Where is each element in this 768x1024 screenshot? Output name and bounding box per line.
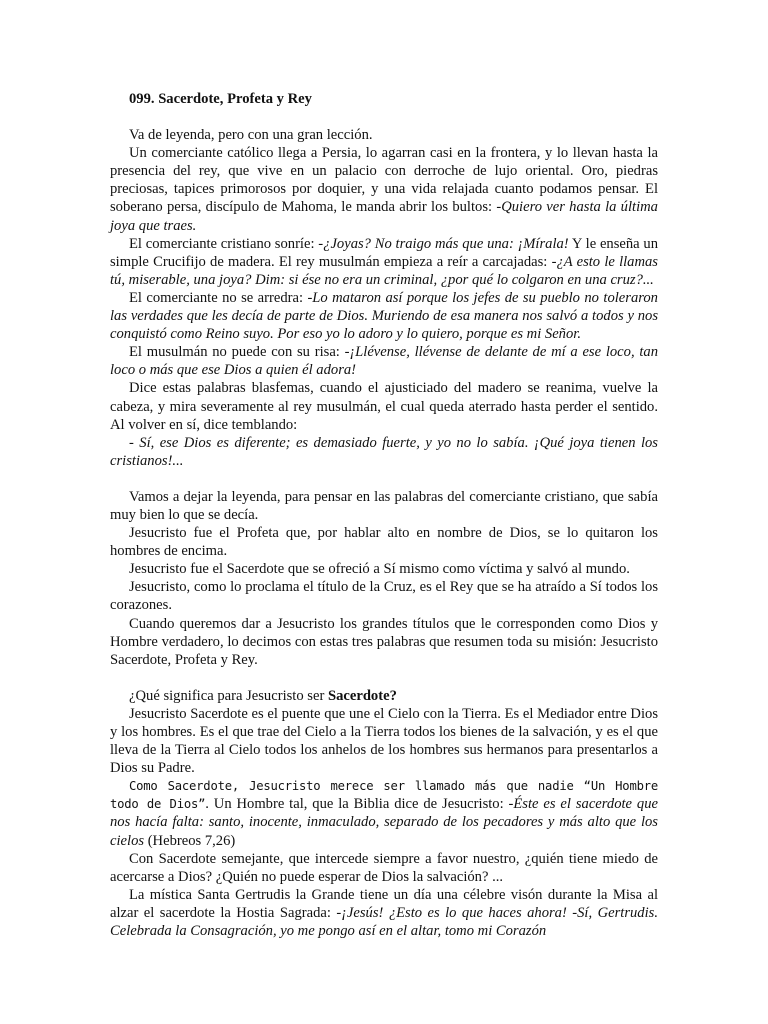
text: El musulmán no puede con su risa: [129,344,345,361]
paragraph-man-of-god [110,777,658,849]
text: ¿Qué significa para Jesucristo ser [129,687,328,704]
paragraph-three-titles: Cuando queremos dar a Jesucristo los grandes títulos que le corresponden como Dios y Hombre verdadero, lo decimos con estas tres palabras que resumen toda su misión: Jesucristo Sacerdote, Profeta y Rey. [110,615,658,668]
typewriter-text: Como Sacerdote, Jesucristo merece ser llamado más que nadie “Un Hombre todo de Dios” [110,779,658,812]
paragraph-leave-legend: Vamos a dejar la leyenda, para pensar en las palabras del comerciante cristiano, que sabía muy bien lo que se decía. [110,488,658,523]
quote-text: -¿A esto le llamas tú, miserable, una joya? Dim: si ése no era un criminal, ¿por qué lo colgaron en una cruz?... [110,253,658,288]
paragraph-intercedes: Con Sacerdote semejante, que intercede siempre a favor nuestro, ¿quién tiene miedo de acercarse a Dios? ¿Quién no puede esperar de Dios la salvación? ... [110,850,658,885]
paragraph-prophet: Jesucristo fue el Profeta que, por hablar alto en nombre de Dios, se lo quitaron los hombres de encima. [110,525,658,560]
text: . Un Hombre tal, que la Biblia dice de Jesucristo: [205,796,509,813]
quote-text: -Éste es el sacerdote que nos hacía falta: santo, inocente, inmaculado, separado de los pecadores y más alto que los cielos [110,796,658,849]
paragraph-king: Jesucristo, como lo proclama el título de la Cruz, es el Rey que se ha atraído a Sí todos los corazones. [110,579,658,614]
text: (Hebreos 7,26) [144,832,236,849]
quote-text: -¿Joyas? No traigo más que una: ¡Mírala! [318,235,569,252]
text: Y le enseña un simple Crucifijo de madera. El rey musulmán empieza a reír a carcajadas: [110,235,658,270]
paragraph-gap [110,470,658,488]
paragraph-saint-gertrude [110,886,658,940]
paragraph-crucifix-revives: Dice estas palabras blasfemas, cuando el ajusticiado del madero se reanima, vuelve la cabeza, y mira severamente al rey musulmán, el cual queda aterrado hasta perder el sentido. Al volver en sí, dice temblando: [110,380,658,433]
quote-text: -Quiero ver hasta la última joya que traes. [110,199,658,234]
text: El comerciante no se arredra: [129,289,308,306]
quote-text: -¡Jesús! ¿Esto es lo que haces ahora! -Sí, Gertrudis. Celebrada la Consagración, yo me pongo así en el altar, tomo mi Corazón [110,904,658,940]
paragraph-merchant-arrives [110,144,658,234]
paragraph-king-laughs [110,343,658,379]
paragraph-king-trembles [110,434,658,470]
quote-text: - Sí, ese Dios es diferente; es demasiado fuerte, y yo no lo sabía. ¡Qué joya tienen los cristianos!... [110,434,658,469]
paragraph-priest: Jesucristo fue el Sacerdote que se ofreció a Sí mismo como víctima y salvó al mundo. [129,561,630,578]
quote-text: -¡Llévense, llévense de delante de mí a ese loco, tan loco o más que ese Dios a quien él adora! [110,344,658,379]
text: El comerciante cristiano sonríe: [129,235,319,252]
text: La mística Santa Gertrudis la Grande tiene un día una célebre visón durante la Misa al alzar el sacerdote la Hostia Sagrada: [110,886,658,921]
text: Un comerciante católico llega a Persia, lo agarran casi en la frontera, y lo llevan hasta la presencia del rey, que vive en un palacio con derroche de lujo oriental. Oro, piedras preciosas, tapices primorosos por doquier, y una vida relajada cuanto podamos pensar. El soberano persa, discípulo de Mahoma, le manda abrir los bultos: [110,145,658,216]
paragraph-merchant-smiles [110,235,658,289]
quote-text: -Lo mataron así porque los jefes de su pueblo no toleraron las verdades que les decía de parte de Dios. Muriendo de esa manera nos salvó a todos y nos conquistó como Reino suyo. Por eso yo lo adoro y lo quiero, porque es mi Señor. [110,289,658,343]
document-title: 099. Sacerdote, Profeta y Rey [129,91,312,107]
section-heading-priest [110,687,658,705]
paragraph-bridge: Jesucristo Sacerdote es el puente que une el Cielo con la Tierra. Es el Mediador entre Dios y los hombres. Es el que trae del Cielo a la Tierra todos los bienes de la salvación, y es el que lleva de la Tierra al Cielo todos los anhelos de los hombres sus hermanos para presentarlos a Dios su Padre. [110,705,658,777]
document-page [110,90,658,940]
paragraph-merchant-replies [110,289,658,343]
paragraph-intro: Va de leyenda, pero con una gran lección. [129,127,373,144]
bold-text: Sacerdote? [327,687,397,704]
paragraph-gap [110,669,658,687]
